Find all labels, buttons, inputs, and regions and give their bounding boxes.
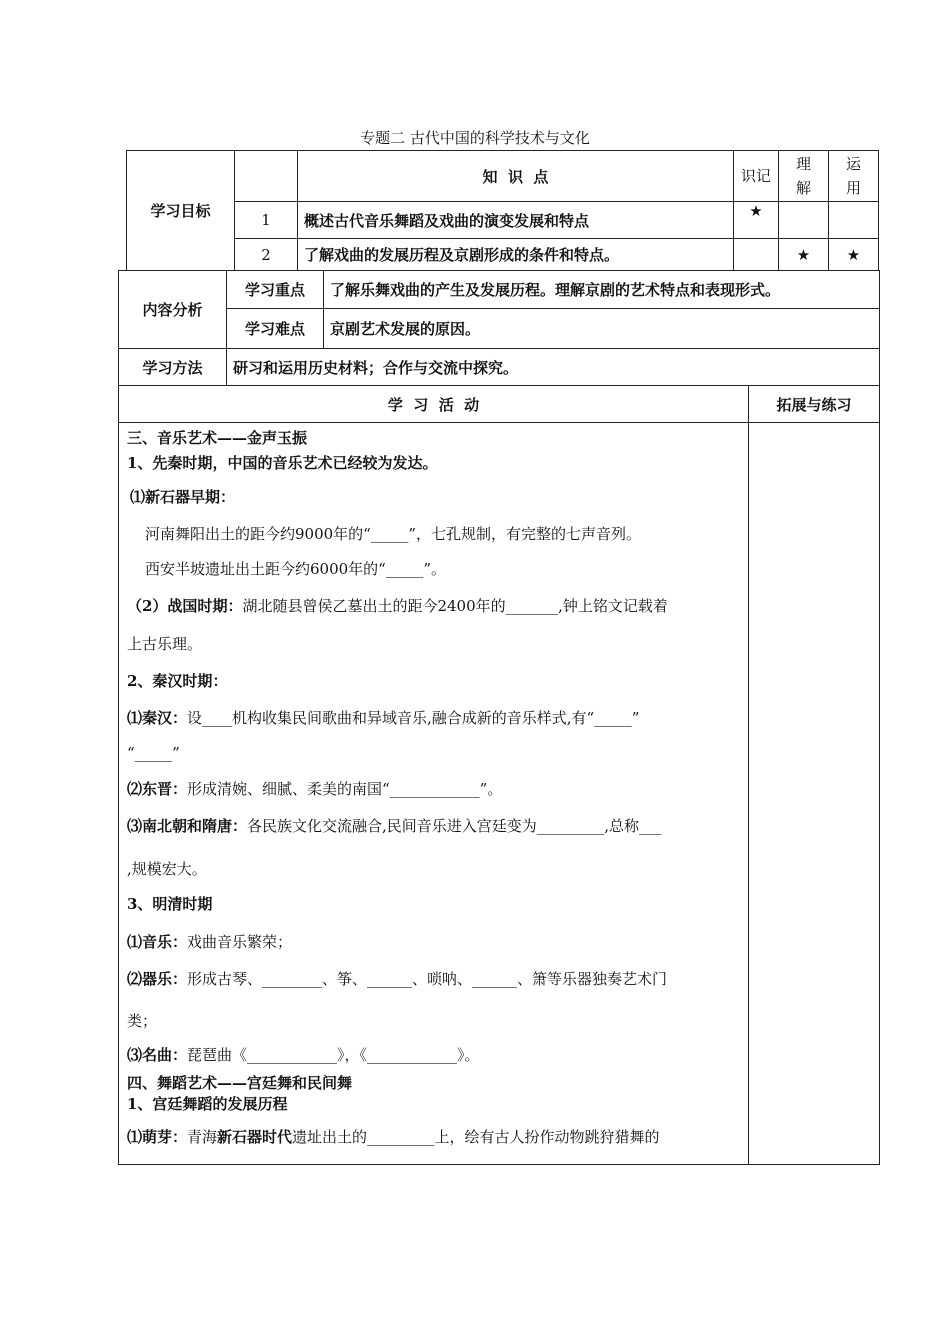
- text-span: 青海: [187, 1128, 218, 1146]
- objective-text: 概述古代音乐舞蹈及戏曲的演变发展和特点: [298, 202, 734, 239]
- subsection-heading: 1、宫廷舞蹈的发展历程: [127, 1095, 288, 1113]
- objective-mark: [734, 239, 779, 271]
- text-bold: ⑵器乐：: [127, 970, 188, 988]
- difficulty-label: 学习难点: [227, 309, 324, 349]
- knowledge-header: 知 识 点: [298, 151, 734, 202]
- analysis-label: 内容分析: [119, 271, 227, 349]
- extension-header: 拓展与练习: [749, 386, 880, 423]
- level-apply-header: 运用: [829, 151, 879, 202]
- objective-mark: [829, 202, 879, 239]
- level-recall-header: 识记: [734, 151, 779, 202]
- method-text: 研习和运用历史材料；合作与交流中探究。: [227, 349, 880, 386]
- text-bold: ⑶名曲：: [127, 1046, 188, 1064]
- objectives-label: 学习目标: [127, 151, 235, 271]
- subsection-heading: 1、先秦时期，中国的音乐艺术已经较为发达。: [127, 454, 438, 472]
- text-span: 遗址出土的_________上，绘有古人扮作动物跳狩猎舞的: [292, 1128, 660, 1146]
- text-span: 设____机构收集民间歌曲和异域音乐,融合成新的音乐样式,有“_____”: [187, 709, 640, 727]
- text-bold: 新石器时代: [217, 1128, 293, 1146]
- objective-mark: ★: [734, 202, 779, 239]
- section-heading: 三、音乐艺术——金声玉振: [127, 429, 308, 447]
- text-line: [127, 707, 738, 728]
- text-span: 形成清婉、细腻、柔美的南国“____________”。: [187, 780, 503, 798]
- text-line: [127, 931, 738, 952]
- activity-header: 学 习 活 动: [119, 386, 749, 423]
- focus-label: 学习重点: [227, 271, 324, 309]
- text-span: 各民族文化交流融合,民间音乐进入宫廷变为_________,总称___: [247, 817, 662, 835]
- text-line: 西安半坡遗址出土距今约6000年的“_____”。: [145, 560, 447, 578]
- objectives-table: [126, 150, 879, 271]
- text-line: [127, 778, 738, 799]
- text-bold: ⑶南北朝和隋唐：: [127, 817, 248, 835]
- activity-content: [119, 423, 749, 1165]
- subsection-heading: 2、秦汉时期：: [127, 672, 228, 690]
- subsection-heading: 3、明清时期: [127, 895, 213, 913]
- text-line: 上古乐理。: [127, 635, 203, 653]
- method-label: 学习方法: [119, 349, 227, 386]
- text-line: “_____”: [127, 744, 180, 762]
- text-span: 戏曲音乐繁荣；: [187, 933, 293, 951]
- text-line: [127, 968, 738, 989]
- level-understand-header: 理解: [779, 151, 829, 202]
- text-line: 河南舞阳出土的距今约9000年的“_____”，七孔规制，有完整的七声音列。: [145, 525, 642, 543]
- analysis-table: [118, 270, 880, 1165]
- objective-mark: [779, 202, 829, 239]
- text-bold: ⑴音乐：: [127, 933, 188, 951]
- objective-num: 1: [235, 202, 298, 239]
- text-span: 形成古琴、________、筝、______、唢呐、______、箫等乐器独奏艺术门: [187, 970, 668, 988]
- text-bold: ⑴秦汉：: [127, 709, 188, 727]
- focus-text: 了解乐舞戏曲的产生及发展历程。理解京剧的艺术特点和表现形式。: [324, 271, 880, 309]
- page-title: 专题二 古代中国的科学技术与文化: [360, 129, 590, 147]
- text-bold: （2）战国时期：: [127, 597, 243, 615]
- text-bold: ⑵东晋：: [127, 780, 188, 798]
- objective-mark: ★: [829, 239, 879, 271]
- difficulty-text: 京剧艺术发展的原因。: [324, 309, 880, 349]
- section-heading: 四、舞蹈艺术——宫廷舞和民间舞: [127, 1074, 353, 1092]
- text-span: 琵琶曲《____________》，《____________》。: [187, 1046, 480, 1064]
- objective-text: 了解戏曲的发展历程及京剧形成的条件和特点。: [298, 239, 734, 271]
- text-line: [127, 1044, 738, 1065]
- text-line: [127, 815, 738, 836]
- text-line: 类；: [127, 1012, 158, 1030]
- text-line: ,规模宏大。: [127, 860, 207, 878]
- objective-num: 2: [235, 239, 298, 271]
- extension-cell: [749, 423, 880, 1165]
- text-bold: ⑴萌芽：: [127, 1128, 188, 1146]
- text-line: [127, 1126, 738, 1147]
- text-span: 湖北随县曾侯乙墓出土的距今2400年的_______,钟上铭文记载着: [242, 597, 668, 615]
- item-heading: ⑴新石器早期：: [130, 488, 236, 506]
- text-line: [127, 595, 738, 616]
- objectives-num-header: [235, 151, 298, 202]
- objective-mark: ★: [779, 239, 829, 271]
